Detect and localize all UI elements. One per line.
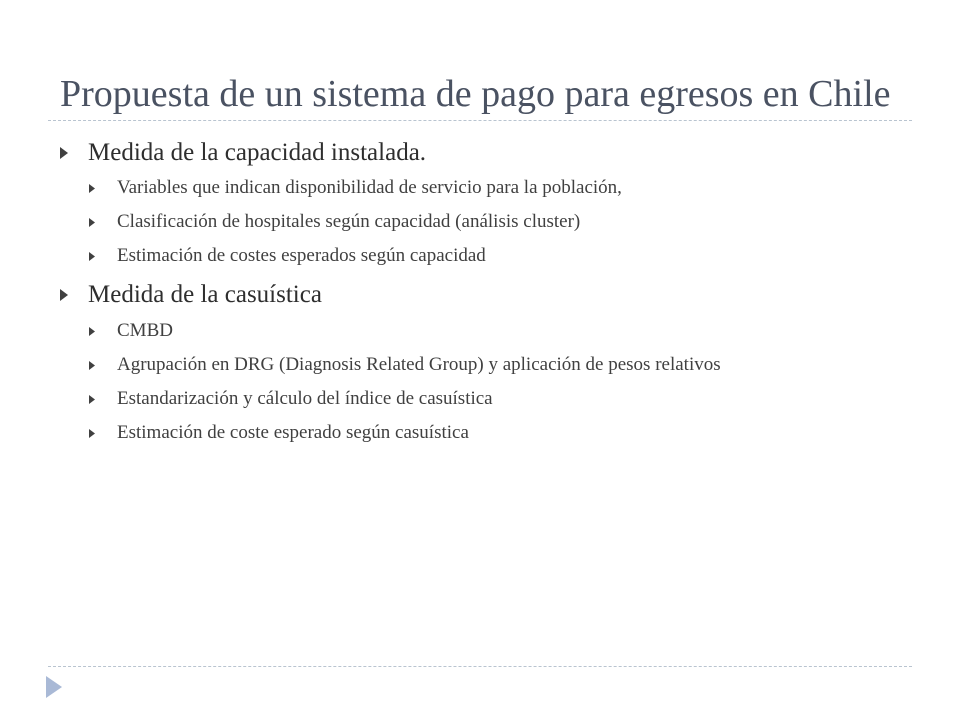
bullet-item xyxy=(60,136,920,170)
triangle-right-icon xyxy=(60,289,68,301)
slide-title: Propuesta de un sistema de pago para egresos en Chile xyxy=(60,73,891,115)
triangle-right-icon xyxy=(89,218,95,227)
bullet-text: Medida de la capacidad instalada. xyxy=(88,139,427,166)
triangle-right-icon xyxy=(89,327,95,336)
sub-bullet-item xyxy=(60,211,920,233)
sub-bullet-text: Variables que indican disponibilidad de servicio para la población, xyxy=(117,177,622,198)
sub-bullet-item xyxy=(60,245,920,267)
sub-bullet-text: Estimación de costes esperados según capacidad xyxy=(117,245,486,266)
triangle-right-icon xyxy=(89,429,95,438)
sub-bullet-item xyxy=(60,177,920,199)
triangle-right-icon xyxy=(60,147,68,159)
title-divider xyxy=(48,120,912,121)
sub-bullet-item xyxy=(60,354,877,376)
triangle-right-icon xyxy=(89,184,95,193)
sub-bullet-text: CMBD xyxy=(117,320,173,341)
triangle-right-icon xyxy=(89,361,95,370)
triangle-right-icon xyxy=(89,395,95,404)
next-slide-arrow-icon[interactable] xyxy=(46,676,62,698)
triangle-right-icon xyxy=(89,252,95,261)
sub-bullet-text: Clasificación de hospitales según capacidad (análisis cluster) xyxy=(117,211,581,232)
sub-bullet-text: Agrupación en DRG (Diagnosis Related Group) y aplicación de pesos relativos xyxy=(117,354,721,375)
sub-bullet-item xyxy=(60,320,920,342)
sub-bullet-text: Estandarización y cálculo del índice de casuística xyxy=(117,388,493,409)
sub-bullet-item xyxy=(60,422,920,444)
bullet-text: Medida de la casuística xyxy=(88,281,322,308)
slide-content xyxy=(60,136,920,444)
footer-divider xyxy=(48,666,912,667)
sub-bullet-item xyxy=(60,388,920,410)
bullet-item xyxy=(60,278,920,312)
sub-bullet-text: Estimación de coste esperado según casuística xyxy=(117,422,469,443)
